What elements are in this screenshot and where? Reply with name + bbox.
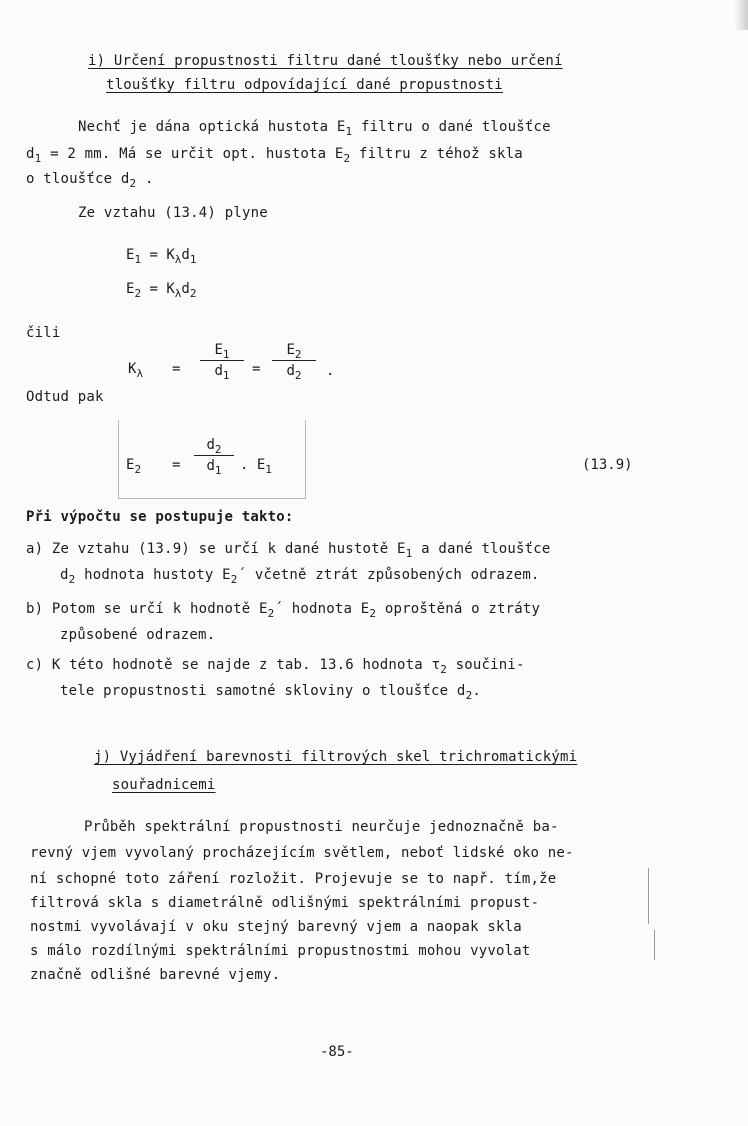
step-c-line2: [60, 682, 481, 700]
section-j-line-5: [30, 918, 522, 936]
numerator: [200, 342, 244, 361]
heading-text: tloušťky filtru odpovídající dané propustnosti: [106, 77, 503, 93]
math-text: . E: [240, 457, 266, 473]
subscript: 2: [129, 177, 137, 190]
step-a-line2: [60, 566, 540, 584]
math-symbol: d: [286, 363, 295, 379]
section-j-line-7: [30, 966, 280, 984]
numerator: [272, 342, 316, 361]
section-j-line-3: [30, 870, 556, 888]
text: -85-: [320, 1044, 354, 1060]
section-j-heading-line1: [94, 748, 577, 766]
equation-3-equals-1: [172, 360, 180, 378]
text: včetně ztrát způsobených odrazem.: [246, 567, 540, 583]
cili-word: [26, 324, 61, 342]
section-j-line-4: [30, 894, 539, 912]
text: .: [472, 683, 482, 699]
section-j-line-1: [84, 818, 559, 836]
text: b) Potom se určí k hodnotě E: [26, 601, 268, 617]
margin-mark: [648, 868, 649, 924]
subscript: 1: [214, 464, 222, 477]
math-text: = K: [141, 247, 175, 263]
denominator: [194, 458, 234, 477]
subscript: 1: [345, 125, 353, 138]
equation-1: [126, 246, 196, 264]
text: hodnota E: [283, 601, 370, 617]
text: Při výpočtu se postupuje takto:: [26, 509, 294, 525]
fraction-e1-over-d1: [200, 342, 244, 382]
text: d: [60, 567, 69, 583]
text: (13.9): [582, 457, 633, 473]
math-symbol: K: [128, 361, 137, 377]
text: čili: [26, 325, 61, 341]
step-b-line1: [26, 600, 540, 618]
paragraph-1-line3: [26, 170, 154, 188]
subscript: 1: [405, 547, 413, 560]
text: = 2 mm. Má se určit opt. hustota E: [41, 146, 344, 162]
text: a) Ze vztahu (13.9) se určí k dané hustotě E: [26, 541, 406, 557]
scan-edge-mark: [734, 0, 748, 30]
subscript: λ: [174, 253, 182, 266]
text: nostmi vyvolávají v oku stejný barevný vjem a naopak skla: [30, 919, 522, 935]
text: s málo rozdílnými spektrálními propustnostmi mohou vyvolat: [30, 943, 531, 959]
math-text: =: [172, 361, 181, 377]
subscript: 2: [294, 348, 302, 361]
heading-text: i) Určení propustnosti filtru dané tloušťky nebo určení: [88, 53, 563, 69]
step-b-line2: [60, 626, 215, 644]
fraction-e2-over-d2: [272, 342, 316, 382]
text: revný vjem vyvolaný procházejícím světlem, neboť lidské oko ne-: [30, 845, 574, 861]
heading-text: souřadnicemi: [112, 777, 216, 793]
paragraph-1-line2: [26, 145, 523, 163]
equation-2: [126, 280, 196, 298]
equation-number: [582, 456, 633, 474]
text: filtrová skla s diametrálně odlišnými spektrálními propust-: [30, 895, 540, 911]
step-a-line1: [26, 540, 551, 558]
text: o tloušťce d: [26, 171, 130, 187]
equation-4-rest: [240, 456, 272, 474]
margin-mark: [654, 930, 655, 960]
numerator: [194, 437, 234, 456]
math-text: =: [172, 457, 181, 473]
equation-3-lhs: [128, 360, 143, 378]
math-text: =: [252, 361, 261, 377]
math-symbol: d: [181, 281, 190, 297]
text: oproštěná o ztráty: [376, 601, 541, 617]
subscript: 2: [214, 443, 222, 456]
procedure-intro: [26, 508, 294, 526]
equation-3-period: [326, 362, 334, 380]
text: d: [26, 146, 35, 162]
math-symbol: E: [286, 342, 295, 358]
subscript: 2: [134, 463, 142, 476]
equation-4-lhs: [126, 456, 141, 474]
text: filtru z téhož skla: [350, 146, 523, 162]
subscript: 2: [465, 689, 473, 702]
text: Odtud pak: [26, 389, 104, 405]
math-symbol: E: [126, 281, 135, 297]
subscript: 2: [230, 573, 238, 586]
subscript: 2: [294, 369, 302, 382]
math-symbol: d: [181, 247, 190, 263]
text: Nechť je dána optická hustota E: [78, 119, 346, 135]
subscript: 2: [267, 607, 275, 620]
math-symbol: d: [214, 363, 223, 379]
equation-4-equals: [172, 456, 180, 474]
heading-text: j) Vyjádření barevnosti filtrových skel trichromatickými: [94, 749, 578, 765]
text: způsobené odrazem.: [60, 627, 216, 643]
text: c) K této hodnotě se najde z tab. 13.6 hodnota τ: [26, 657, 441, 673]
step-c-line1: [26, 656, 525, 674]
text: filtru o dané tloušťce: [352, 119, 551, 135]
math-symbol: E: [126, 457, 135, 473]
subscript: 1: [222, 369, 230, 382]
denominator: [200, 363, 244, 382]
text: ní schopné toto záření rozložit. Projevuje se to např. tím,že: [30, 871, 557, 887]
text: značně odlišné barevné vjemy.: [30, 967, 281, 983]
text: součini-: [447, 657, 525, 673]
section-i-heading-line2: [106, 76, 503, 94]
denominator: [272, 363, 316, 382]
math-symbol: E: [214, 342, 223, 358]
section-j-heading-line2: [112, 776, 216, 794]
subscript: 1: [265, 463, 272, 476]
fraction-d2-over-d1: [194, 437, 234, 477]
subscript: 2: [440, 663, 448, 676]
math-symbol: E: [126, 247, 135, 263]
section-i-heading-line1: [88, 52, 563, 70]
text: .: [136, 171, 154, 187]
paragraph-1-line1: [78, 118, 551, 136]
text: Průběh spektrální propustnosti neurčuje jednoznačně ba-: [84, 819, 559, 835]
math-symbol: d: [206, 458, 215, 474]
subscript: 2: [369, 607, 377, 620]
text: tele propustnosti samotné skloviny o tloušťce d: [60, 683, 466, 699]
paragraph-2: [78, 204, 268, 222]
subscript: 2: [189, 287, 197, 300]
odtud-pak: [26, 388, 104, 406]
text: a dané tloušťce: [412, 541, 551, 557]
prime-mark: ´: [237, 567, 247, 583]
subscript: 2: [68, 573, 76, 586]
subscript: 1: [34, 152, 42, 165]
subscript: 1: [222, 348, 230, 361]
prime-mark: ´: [274, 601, 284, 617]
section-j-line-2: [30, 844, 574, 862]
subscript: λ: [136, 367, 144, 380]
section-j-line-6: [30, 942, 530, 960]
subscript: λ: [174, 287, 182, 300]
math-symbol: d: [206, 437, 215, 453]
math-text: = K: [141, 281, 175, 297]
math-text: .: [326, 363, 335, 379]
page-number: [320, 1044, 354, 1060]
text: hodnota hustoty E: [75, 567, 231, 583]
subscript: 1: [134, 253, 142, 266]
subscript: 1: [189, 253, 197, 266]
text: Ze vztahu (13.4) plyne: [78, 205, 268, 221]
subscript: 2: [134, 287, 142, 300]
subscript: 2: [343, 152, 351, 165]
equation-3-equals-2: [252, 360, 260, 378]
